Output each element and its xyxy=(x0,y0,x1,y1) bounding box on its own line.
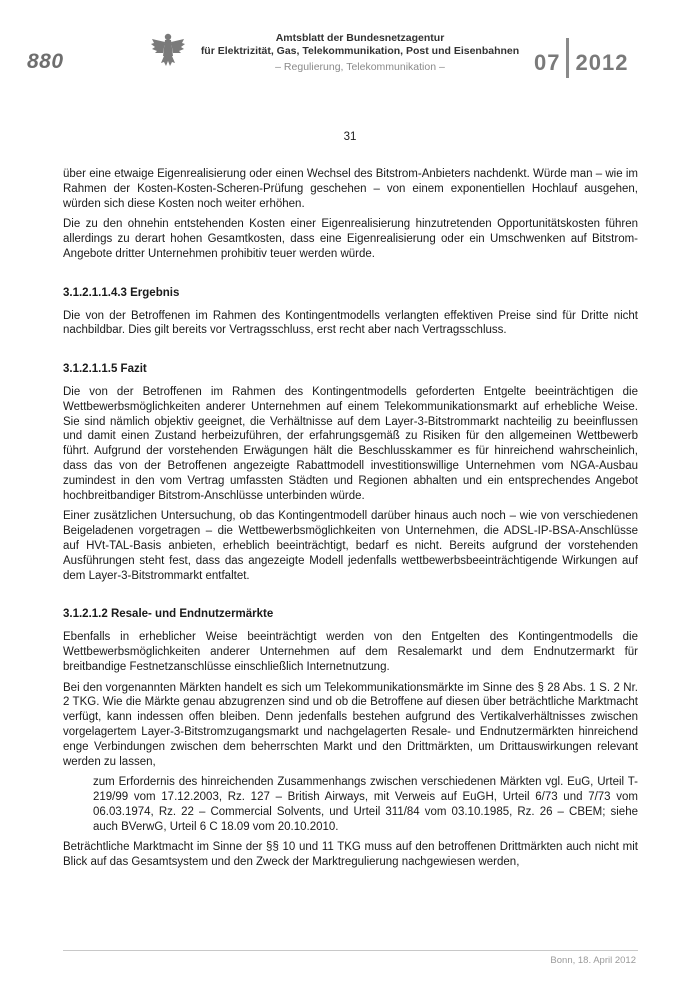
gazette-subtitle: – Regulierung, Telekommunikation – xyxy=(275,61,445,73)
citation-block: zum Erfordernis des hinreichenden Zusammenhangs zwischen verschiedenen Märkten vgl. EuG, Urteil T-219/99 vom 17.12.2003, Rz. 127 – British Airways, mit Verweis auf EuGH, Urteil 6/73 und 7/73 vom 06.03.1974, Rz. 22 – Commercial Solvents, und Urteil 311/84 vom 03.10.1985, Rz. 26 – CBEM; siehe auch BVerwG, Urteil 6 C 18.09 vom 20.10.2010. xyxy=(93,776,638,833)
issue-number: 07 xyxy=(534,49,561,75)
paragraph: Die zu den ohnehin entstehenden Kosten einer Eigenrealisierung hinzutretenden Opportunitätskosten führen allerdings zu derart hohen Gesamtkosten, dass eine Eigenrealisierung oder ein Umschwenken auf Bitstrom-Angebote dritter Unternehmen prohibitiv teuer werden würde. xyxy=(63,218,638,260)
federal-eagle-icon xyxy=(148,30,188,70)
document-body xyxy=(63,167,638,876)
issue-year: 2012 xyxy=(575,49,629,75)
footer-date: Bonn, 18. April 2012 xyxy=(550,955,636,966)
section-heading: 3.1.2.1.2 Resale- und Endnutzermärkte xyxy=(63,608,274,621)
gazette-title-line1: Amtsblatt der Bundesnetzagentur xyxy=(275,32,445,44)
paragraph: Bei den vorgenannten Märkten handelt es sich um Telekommunikationsmärkte im Sinne des § 28 Abs. 1 S. 2 Nr. 2 TKG. Wie die Märkte genau abzugrenzen sind und ob die Betroffene auf diesen über beträchtliche Marktmacht verfügt, kann indessen offen bleiben. Denn jedenfalls bestehen aufgrund des Vertikalverhältnisses zwischen vorgelagertem Layer-3-Bitstromzugangsmarkt und nachgelagerten Resale- und Endnutzermärkten hinreichend enge Verbindungen zwischen dem beherrschten Markt und den Drittmärkten, um Drittauswirkungen relevant werden zu lassen, xyxy=(63,681,638,768)
section-heading: 3.1.2.1.1.4.3 Ergebnis xyxy=(63,286,180,299)
paragraph: Ebenfalls in erheblicher Weise beeinträchtigt werden von den Entgelten des Kontingentmodells die Wettbewerbsmöglichkeiten anderer Unternehmen auf dem Resalemarkt und dem Endnutzermarkt für breitbandige Festnetzanschlüsse einschließlich Internetnutzung. xyxy=(63,631,638,673)
paragraph: Die von der Betroffenen im Rahmen des Kontingentmodells geforderten Entgelte beeinträchtigen die Wettbewerbsmöglichkeiten anderer Unternehmen auf einem Telekommunikationsmarkt auf erhebliche Weise. Sie sind nämlich objektiv geeignet, die Verhältnisse auf dem Layer-3-Bitstrommarkt nachteilig zu beeinflussen und damit einen Zustand herbeizuführen, der erfahrungsgemäß zu Risiken für den allgemeinen Wettbewerb führt. Aufgrund der vorstehenden Erwägungen hält die Beschlusskammer es für hinreichend wahrscheinlich, dass das von der Betroffenen angezeigte Rabattmodell investitionswillige Unternehmen vom NGA-Ausbau zumindest in den vom Vertrag umfassten Städten und Regionen abhalten und ein entsprechendes Angebot hochbreitbandiger Bitstrom-Anschlüsse unterbinden würde. xyxy=(63,385,638,502)
issue-separator xyxy=(566,38,569,78)
paragraph: Beträchtliche Marktmacht im Sinne der §§ 10 und 11 TKG muss auf den betroffenen Drittmärkten auch nicht mit Blick auf das Gesamtsystem und den Zweck der Marktregulierung nachgewiesen werden, xyxy=(63,841,638,869)
document-page-number: 31 xyxy=(343,131,357,143)
footer-divider xyxy=(63,950,638,951)
paragraph: über eine etwaige Eigenrealisierung oder einen Wechsel des Bitstrom-Anbieters nachdenkt. Würde man – wie im Rahmen der Kosten-Kosten-Scheren-Prüfung geschehen – von einem exponentiellen Hochlauf ausgehen, würden sich diese Kosten noch weiter erhöhen. xyxy=(63,168,638,210)
gazette-title-line2: für Elektrizität, Gas, Telekommunikation, Post und Eisenbahnen xyxy=(200,45,520,57)
section-heading: 3.1.2.1.1.5 Fazit xyxy=(63,363,147,376)
paragraph: Die von der Betroffenen im Rahmen des Kontingentmodells verlangten effektiven Preise sind für Dritte nicht nachbildbar. Dies gilt bereits vor Vertragsschluss, erst recht aber nach Vertragsschluss. xyxy=(63,309,638,337)
issue-label xyxy=(534,44,628,84)
gazette-page-number: 880 xyxy=(27,50,64,73)
gazette-title xyxy=(200,32,520,58)
paragraph: Einer zusätzlichen Untersuchung, ob das Kontingentmodell darüber hinaus auch noch – wie von verschiedenen Beigeladenen vorgetragen – die Wettbewerbsmöglichkeiten von Unternehmen, die ADSL-IP-BSA-Anschlüsse auf HVt-TAL-Basis anbieten, erheblich beeinträchtigt, bedarf es nicht. Bereits aufgrund der vorstehenden Ausführungen steht fest, dass das angezeigte Modell jedenfalls wettbewerbsbeeinträchtigende Wirkungen auf dem Layer-3-Bitstrommarkt entfaltet. xyxy=(63,510,638,582)
